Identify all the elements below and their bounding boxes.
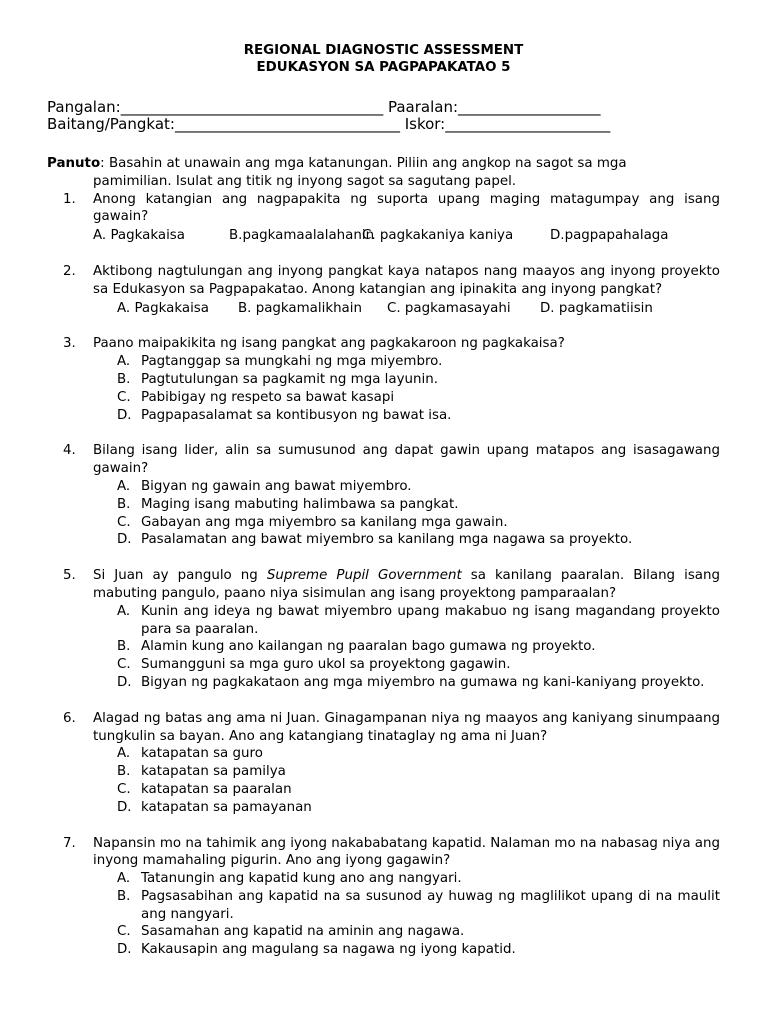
- choice-text: Pagtutulungan sa pagkamit ng mga layunin.: [141, 371, 438, 387]
- question-4: [47, 442, 720, 549]
- inline-choices: [93, 227, 720, 245]
- choice-d: [117, 941, 720, 959]
- choice-letter: D.: [117, 532, 132, 548]
- question-number: 3.: [63, 336, 76, 352]
- stem-part: Si Juan ay pangulo ng: [93, 568, 267, 584]
- question-stem: Bilang isang lider, alin sa sumusunod ang dapat gawin upang matapos ang isasagawang gawain?: [93, 443, 720, 477]
- choice-letter: A.: [117, 603, 131, 619]
- choice-text: Sasamahan ang kapatid na aminin ang nagawa.: [141, 924, 465, 940]
- question-stem: Anong katangian ang nagpapakita ng suporta upang maging matagumpay ang isang gawain?: [93, 191, 720, 225]
- question-number: 2.: [63, 263, 76, 279]
- choice-text: Pasalamatan ang bawat miyembro sa kanilang mga nagawa sa proyekto.: [141, 532, 633, 548]
- choice-text: katapatan sa guro: [141, 746, 263, 762]
- stem-part: sa kanilang paaralan. Bilang isang mabuting pangulo, paano niya sisimulan ang isang proyektong pamparaalan?: [93, 568, 720, 601]
- choice-text: Pagpapasalamat sa kontibusyon ng bawat isa.: [141, 407, 452, 423]
- inline-choices: [93, 300, 720, 318]
- choice-d: D.pagpapahalaga: [550, 228, 669, 244]
- choice-letter: A.: [117, 746, 131, 762]
- choice-text: katapatan sa pamilya: [141, 764, 286, 780]
- choice-letter: C.: [117, 389, 131, 405]
- question-number: 6.: [63, 710, 76, 726]
- choice-text: Pagsasabihan ang kapatid na sa susunod ay huwag ng maglilikot upang di na maulit ang nangyari.: [141, 888, 720, 922]
- choice-c: [117, 656, 720, 674]
- choice-c: [117, 781, 720, 799]
- question-stem: Napansin mo na tahimik ang iyong nakababatang kapatid. Nalaman mo na nabasag niya ang inyong mamahaling pigurin. Ano ang iyong gagawin?: [93, 835, 720, 869]
- directions-continuation: pamimilian. Isulat ang titik ng inyong sagot sa sagutang papel.: [93, 173, 517, 189]
- choice-text: Bigyan ng pagkakataon ang mga miyembro na gumawa ng kani-kaniyang proyekto.: [141, 674, 705, 690]
- student-info-fields: [47, 99, 720, 133]
- choice-letter: C.: [117, 657, 131, 673]
- choice-b: B. pagkamalikhain: [238, 300, 362, 316]
- directions: [47, 155, 720, 191]
- question-5: [47, 567, 720, 692]
- choice-d: [117, 531, 720, 549]
- assessment-title: REGIONAL DIAGNOSTIC ASSESSMENT: [243, 43, 524, 58]
- choice-text: Pabibigay ng respeto sa bawat kasapi: [141, 389, 395, 405]
- question-stem: [93, 567, 720, 603]
- choice-text: Pagtanggap sa mungkahi ng mga miyembro.: [141, 354, 443, 370]
- question-number: 4.: [63, 443, 76, 459]
- question-6: [47, 710, 720, 817]
- question-1: [47, 191, 720, 245]
- grade-score-field: Baitang/Pangkat:______________________________ Iskor:______________________: [47, 115, 611, 133]
- choice-b: [117, 888, 720, 924]
- choice-letter: B.: [117, 764, 131, 780]
- choice-list: [93, 745, 720, 816]
- choice-text: Sumangguni sa mga guro ukol sa proyektong gagawin.: [141, 657, 511, 673]
- choice-d: [117, 799, 720, 817]
- stem-italic: Supreme Pupil Government: [266, 568, 462, 584]
- question-3: [47, 335, 720, 424]
- choice-c: C. pagkamasayahi: [387, 300, 511, 316]
- choice-text: Bigyan ng gawain ang bawat miyembro.: [141, 478, 412, 494]
- choice-letter: B.: [117, 496, 131, 512]
- choice-a: [117, 870, 720, 888]
- choice-text: Maging isang mabuting halimbawa sa pangkat.: [141, 496, 459, 512]
- choice-letter: A.: [117, 354, 131, 370]
- question-stem: Paano maipakikita ng isang pangkat ang pagkakaroon ng pagkakaisa?: [93, 336, 565, 352]
- question-7: [47, 835, 720, 960]
- choice-a: A. Pagkakaisa: [93, 228, 185, 244]
- choice-list: [93, 603, 720, 692]
- choice-b: [117, 496, 720, 514]
- question-number: 5.: [63, 568, 76, 584]
- choice-a: [117, 745, 720, 763]
- question-stem: Aktibong nagtulungan ang inyong pangkat kaya natapos nang maayos ang inyong proyekto sa Edukasyon sa Pagpapakatao. Anong katangian ang ipinakita ang inyong pangkat?: [93, 263, 720, 297]
- choice-list: [93, 353, 720, 424]
- choice-text: Gabayan ang mga miyembro sa kanilang mga gawain.: [141, 514, 508, 530]
- choice-a: [117, 478, 720, 496]
- choice-a: [117, 353, 720, 371]
- choice-letter: A.: [117, 478, 131, 494]
- question-number: 1.: [63, 191, 76, 207]
- choice-text: Kunin ang ideya ng bawat miyembro upang makabuo ng isang magandang proyekto para sa paaralan.: [141, 603, 720, 637]
- question-stem: Alagad ng batas ang ama ni Juan. Ginagampanan niya ng maayos ang kaniyang sinumpaang tungkulin sa bayan. Ano ang katangiang tinataglay ng ama ni Juan?: [93, 710, 720, 744]
- choice-a: A. Pagkakaisa: [117, 300, 209, 316]
- choice-letter: B.: [117, 371, 131, 387]
- choice-b: [117, 371, 720, 389]
- choice-text: Alamin kung ano kailangan ng paaralan bago gumawa ng proyekto.: [141, 639, 596, 655]
- choice-letter: C.: [117, 781, 131, 797]
- directions-text: : Basahin at unawain ang mga katanungan. Piliin ang angkop na sagot sa mga: [100, 156, 627, 171]
- question-number: 7.: [63, 835, 76, 851]
- choice-d: [117, 407, 720, 425]
- directions-label: Panuto: [47, 156, 101, 171]
- choice-letter: D.: [117, 407, 132, 423]
- question-2: [47, 263, 720, 317]
- choice-b: B.pagkamaalalahanin: [229, 228, 375, 244]
- choice-b: [117, 763, 720, 781]
- choice-list: [93, 870, 720, 959]
- choice-text: katapatan sa paaralan: [141, 781, 292, 797]
- choice-letter: B.: [117, 639, 131, 655]
- choice-letter: C.: [117, 924, 131, 940]
- choice-b: [117, 638, 720, 656]
- subject-title: EDUKASYON SA PAGPAPAKATAO 5: [256, 59, 511, 75]
- choice-letter: A.: [117, 871, 131, 887]
- choice-letter: B.: [117, 888, 131, 904]
- choice-c: C. pagkakaniya kaniya: [362, 228, 514, 244]
- choice-text: katapatan sa pamayanan: [141, 799, 312, 815]
- choice-letter: D.: [117, 799, 132, 815]
- choice-c: [117, 514, 720, 532]
- choice-letter: D.: [117, 674, 132, 690]
- choice-c: [117, 389, 720, 407]
- choice-text: Kakausapin ang magulang sa nagawa ng iyong kapatid.: [141, 942, 516, 958]
- title-block: [47, 0, 720, 76]
- choice-c: [117, 923, 720, 941]
- choice-letter: D.: [117, 942, 132, 958]
- choice-letter: C.: [117, 514, 131, 530]
- choice-text: Tatanungin ang kapatid kung ano ang nangyari.: [141, 871, 462, 887]
- choice-d: D. pagkamatiisin: [540, 300, 653, 316]
- choice-a: [117, 603, 720, 639]
- name-school-field: Pangalan:___________________________________ Paaralan:___________________: [47, 98, 601, 116]
- choice-list: [93, 478, 720, 549]
- question-list: [47, 191, 720, 959]
- choice-d: [117, 674, 720, 692]
